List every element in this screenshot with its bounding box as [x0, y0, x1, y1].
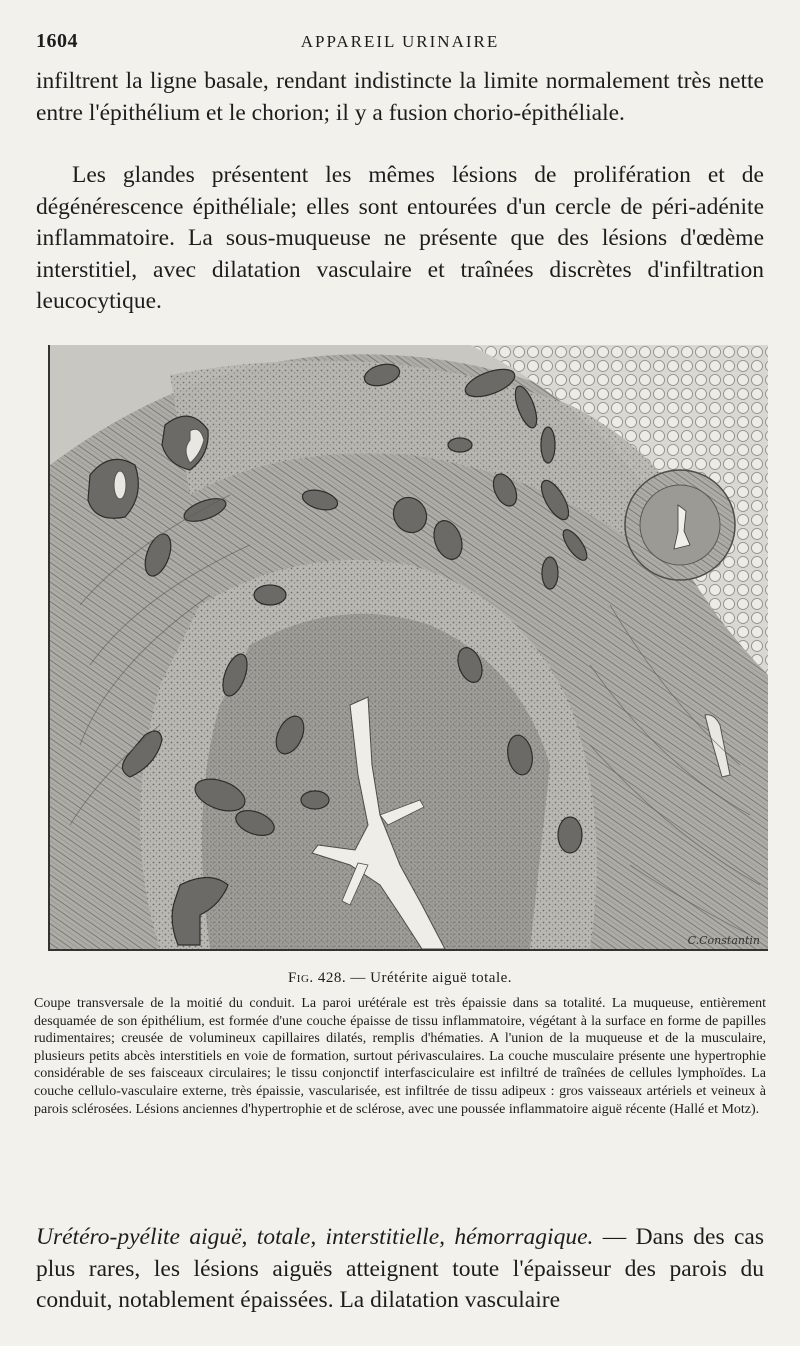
figure-number: Fig. 428. — [287, 970, 347, 986]
figure-title: — Urétérite aiguë totale. — [350, 970, 513, 986]
section-text: — Dans des cas plus rares, les lésions aiguës atteignent toute l'épaisseur des parois du conduit, notablement épaissées. La dilatation vasculaire — [36, 1224, 764, 1313]
paragraph-continued: infiltrent la ligne basale, rendant indistincte la limite normalement très nette entre l'épithélium et le chorion; il y a fusion chorio-épithéliale. — [36, 68, 764, 126]
paragraph-glands: Les glandes présentent les mêmes lésions de prolifération et de dégénérescence épithéliale; elles sont entourées d'un cercle de péri-adénite inflammatoire. La sous-muqueuse ne présente que des lésions d'œdème interstitiel, avec dilatation vasculaire et traînées discrètes d'infiltration leucocytique. — [36, 162, 764, 314]
figure-caption: Coupe transversale de la moitié du conduit. La paroi urétérale est très épaissie dans sa totalité. La muqueuse, entièrement desquamée de son épithélium, est formée d'une couche épaisse de tissu inflammatoire, végétant à la surface en forme de papilles rudimentaires; creusée de volumineux capillaires dilatés, remplis d'hématies. A l'union de la muqueuse et de la musculaire, plusieurs petits abcès interstitiels en voie de formation, surtout périvasculaires. La couche musculaire présente une hypertrophie considérable de ses faisceaux circulaires; le tissu conjonctif interfasciculaire est infiltré de traînées de cellules lymphoïdes. La couche cellulo-vasculaire externe, très épaissie, vascularisée, est infiltrée de tissu adipeux : gros vaisseaux artériels et veineux à parois sclérosées. Lésions anciennes d'hypertrophie et de sclérose, avec une poussée inflammatoire aiguë récente (Hallé et Motz). — [34, 996, 766, 1117]
running-head — [36, 30, 764, 54]
section-heading: Urétéro-pyélite aiguë, totale, interstitielle, hémorragique. — [36, 1224, 594, 1250]
paragraph-section — [36, 1222, 764, 1317]
figure-label — [0, 970, 800, 987]
histology-illustration — [50, 345, 768, 949]
illustrator-signature: C.Constantin — [687, 934, 760, 947]
histology-figure — [48, 345, 768, 951]
page-number: 1604 — [36, 30, 78, 52]
running-title: APPAREIL URINAIRE — [300, 32, 500, 51]
